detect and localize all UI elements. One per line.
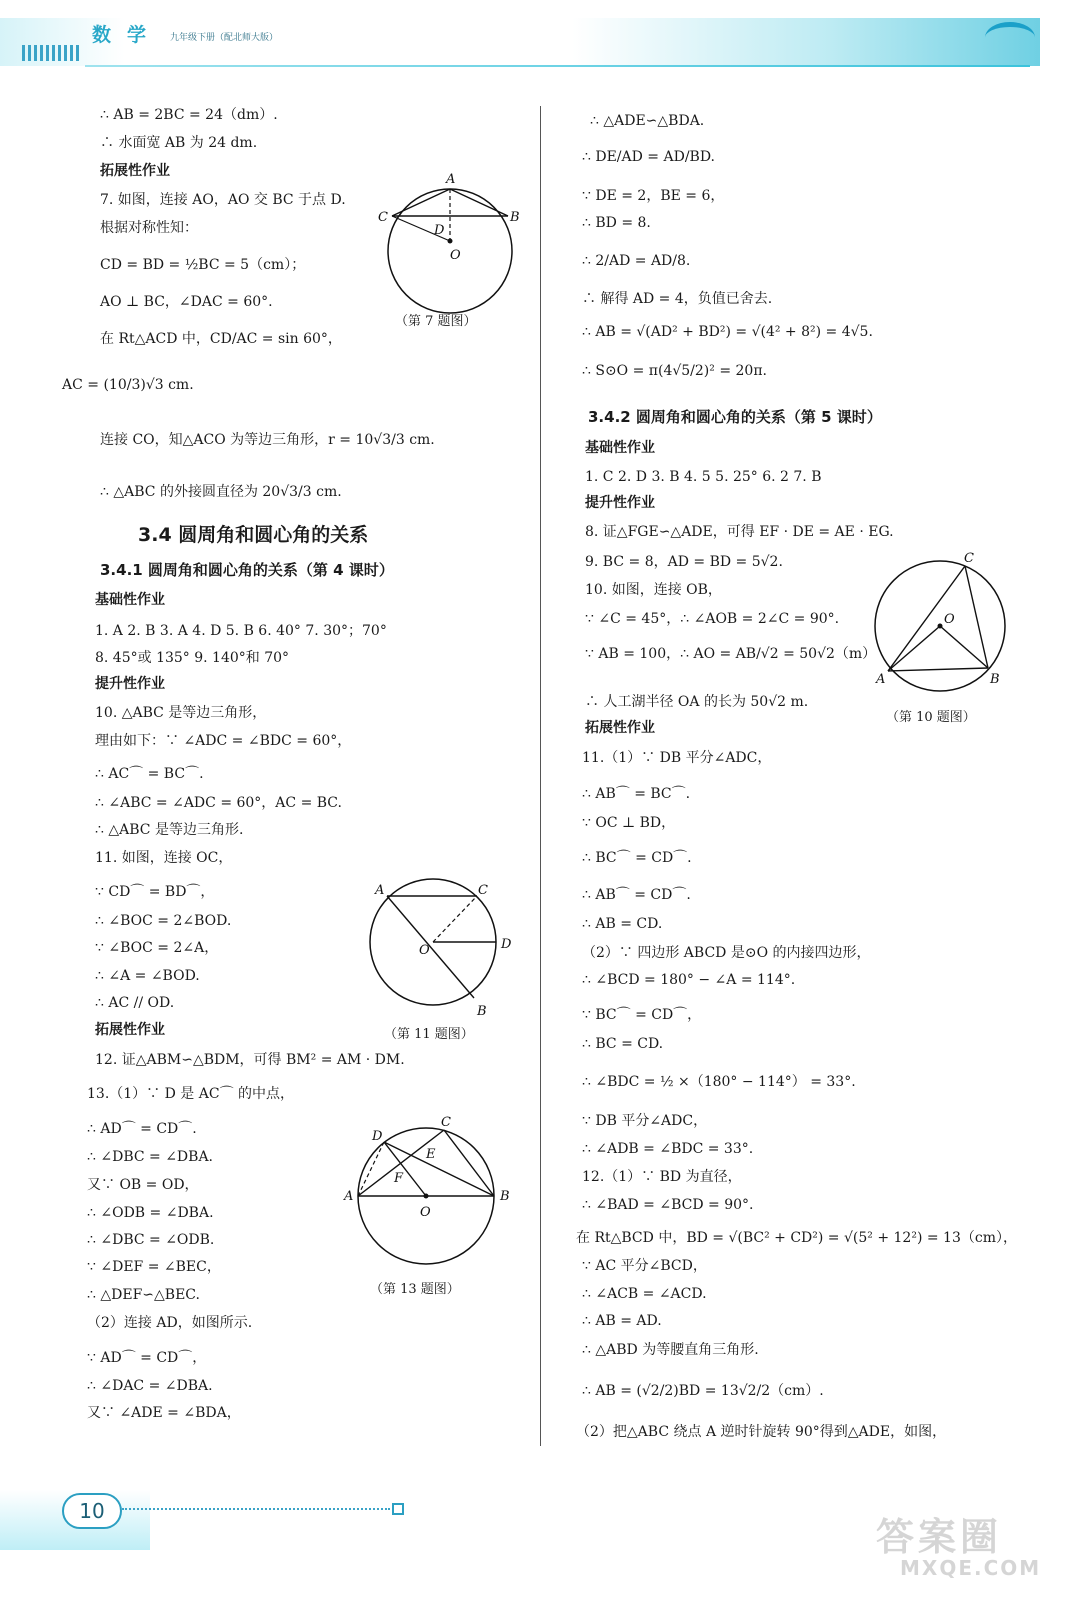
figure-11 bbox=[365, 872, 540, 1022]
fig11-label-c: C bbox=[478, 883, 488, 898]
section-label: 拓展性作业 bbox=[100, 163, 170, 179]
text-line: 连接 CO，知△ACO 为等边三角形，r = 10√3/3 cm. bbox=[100, 432, 435, 448]
text-line: ∵ AB = 100，∴ AO = AB/√2 = 50√2（m） bbox=[585, 646, 877, 662]
text-line: 11.（1）∵ DB 平分∠ADC， bbox=[582, 750, 772, 766]
text-line: ∴ ∠BAD = ∠BCD = 90°. bbox=[582, 1197, 754, 1213]
figure-11-caption: （第 11 题图） bbox=[384, 1027, 474, 1042]
answer-line: 1. A 2. B 3. A 4. D 5. B 6. 40° 7. 30°；70° bbox=[95, 623, 387, 639]
watermark bbox=[870, 1500, 1042, 1590]
text-line: 12.（1）∵ BD 为直径， bbox=[582, 1169, 742, 1185]
text-line: ∴ ∠A = ∠BOD. bbox=[95, 968, 200, 984]
text-line: ∴ AB = √(AD² + BD²) = √(4² + 8²) = 4√5. bbox=[582, 324, 873, 340]
watermark-logo-text: 答案圈 bbox=[876, 1515, 1003, 1559]
text-line: ∵ ∠DEF = ∠BEC， bbox=[87, 1259, 221, 1275]
section-label: 基础性作业 bbox=[585, 440, 655, 456]
text-line: ∴ ∠BDC = ½ ×（180° − 114°） = 33°. bbox=[582, 1074, 856, 1090]
text-line: （2）连接 AD，如图所示. bbox=[87, 1315, 253, 1331]
text-line: ∴ 人工湖半径 OA 的长为 50√2 m. bbox=[585, 694, 809, 710]
column-divider bbox=[540, 106, 541, 1446]
answer-line: 8. 45°或 135° 9. 140°和 70° bbox=[95, 650, 290, 666]
text-line: ∴ ∠ADB = ∠BDC = 33°. bbox=[582, 1141, 754, 1157]
text-line: ∵ DE = 2，BE = 6， bbox=[582, 188, 725, 204]
text-line: AO ⊥ BC，∠DAC = 60°. bbox=[100, 294, 273, 310]
text-line: （2）∵ 四边形 ABCD 是⊙O 的内接四边形， bbox=[582, 945, 871, 961]
section-label: 提升性作业 bbox=[95, 676, 165, 692]
text-line: ∴ AB⌒ = CD⌒. bbox=[582, 887, 691, 903]
fig13-label-c: C bbox=[441, 1115, 451, 1130]
fig13-label-e: E bbox=[426, 1147, 436, 1162]
text-line: ∵ AC 平分∠BCD， bbox=[582, 1258, 707, 1274]
text-line: ∴ AD⌒ = CD⌒. bbox=[87, 1121, 197, 1137]
fig13-label-f: F bbox=[394, 1171, 404, 1186]
header-subtitle: 九年级下册（配北师大版） bbox=[170, 33, 279, 43]
fig11-label-b: B bbox=[477, 1004, 487, 1019]
text-line: ∴ ∠BOC = 2∠BOD. bbox=[95, 913, 232, 929]
figure-13-caption: （第 13 题图） bbox=[370, 1282, 460, 1297]
text-line: ∴ AC⌒ = BC⌒. bbox=[95, 766, 204, 782]
section-label: 拓展性作业 bbox=[95, 1022, 165, 1038]
page-number: 10 bbox=[62, 1493, 122, 1529]
fig13-label-d: D bbox=[372, 1129, 383, 1144]
text-line: ∴ △DEF∽△BEC. bbox=[87, 1287, 200, 1303]
text-line: AC = (10/3)√3 cm. bbox=[62, 377, 194, 393]
fig7-label-a: A bbox=[446, 172, 456, 187]
text-line: CD = BD = ½BC = 5（cm）； bbox=[100, 257, 306, 273]
fig13-label-o: O bbox=[420, 1205, 431, 1220]
text-line: 在 Rt△ACD 中，CD/AC = sin 60°， bbox=[100, 331, 342, 347]
header-line bbox=[85, 65, 1030, 67]
answer-line: 1. C 2. D 3. B 4. 5 5. 25° 6. 2 7. B bbox=[585, 469, 822, 485]
fig13-label-b: B bbox=[500, 1189, 510, 1204]
section-heading: 3.4 圆周角和圆心角的关系 bbox=[138, 524, 369, 546]
fig11-label-d: D bbox=[501, 937, 512, 952]
footer-square-icon bbox=[392, 1503, 404, 1515]
text-line: ∴ ∠ODB = ∠DBA. bbox=[87, 1205, 214, 1221]
text-line: 根据对称性知： bbox=[100, 220, 198, 236]
figure-10 bbox=[870, 548, 1040, 708]
left-column bbox=[0, 100, 540, 1450]
text-line: ∵ ∠BOC = 2∠A， bbox=[95, 940, 219, 956]
fig7-label-o: O bbox=[450, 248, 461, 263]
text-line: ∵ BC⌒ = CD⌒， bbox=[582, 1007, 702, 1023]
text-line: 理由如下：∵ ∠ADC = ∠BDC = 60°， bbox=[95, 733, 352, 749]
fig7-label-b: B bbox=[510, 210, 520, 225]
text-line: ∴ ∠ACB = ∠ACD. bbox=[582, 1286, 707, 1302]
text-line: 10. 如图，连接 OB， bbox=[585, 582, 722, 598]
text-line: 7. 如图，连接 AO，AO 交 BC 于点 D. bbox=[100, 192, 346, 208]
text-line: ∴ AB = CD. bbox=[582, 916, 663, 932]
section-label: 拓展性作业 bbox=[585, 720, 655, 736]
text-line: ∵ ∠C = 45°，∴ ∠AOB = 2∠C = 90°. bbox=[585, 611, 840, 627]
subsection-heading: 3.4.2 圆周角和圆心角的关系（第 5 课时） bbox=[588, 408, 882, 426]
fig13-label-a: A bbox=[344, 1189, 354, 1204]
figure-13 bbox=[340, 1110, 530, 1280]
text-line: 10. △ABC 是等边三角形， bbox=[95, 705, 267, 721]
text-line: 11. 如图，连接 OC， bbox=[95, 850, 233, 866]
fig10-label-a: A bbox=[876, 672, 886, 687]
text-line: ∴ △ADE∽△BDA. bbox=[590, 113, 705, 129]
section-label: 提升性作业 bbox=[585, 495, 655, 511]
text-line: ∴ AB = AD. bbox=[582, 1313, 662, 1329]
text-line: ∴ △ABC 的外接圆直径为 20√3/3 cm. bbox=[100, 484, 342, 500]
text-line: 又∵ ∠ADE = ∠BDA， bbox=[87, 1405, 241, 1421]
section-label: 基础性作业 bbox=[95, 592, 165, 608]
fig11-label-o: O bbox=[419, 943, 430, 958]
text-line: ∴ AB⌒ = BC⌒. bbox=[582, 786, 691, 802]
text-line: ∴ 解得 AD = 4，负值已舍去. bbox=[582, 291, 773, 307]
text-line: ∵ DB 平分∠ADC， bbox=[582, 1113, 708, 1129]
fig10-label-c: C bbox=[964, 551, 974, 566]
text-line: ∴ △ABD 为等腰直角三角形. bbox=[582, 1342, 759, 1358]
text-line: ∴ ∠DAC = ∠DBA. bbox=[87, 1378, 213, 1394]
text-line: ∴ BC⌒ = CD⌒. bbox=[582, 850, 692, 866]
header-subject: 数学 bbox=[92, 24, 163, 46]
text-line: ∴ AB = (√2/2)BD = 13√2/2（cm）. bbox=[582, 1383, 824, 1399]
text-line: ∵ CD⌒ = BD⌒， bbox=[95, 884, 215, 900]
text-line: 9. BC = 8，AD = BD = 5√2. bbox=[585, 554, 783, 570]
fig7-label-d: D bbox=[434, 223, 445, 238]
fig11-label-a: A bbox=[375, 883, 385, 898]
fig10-label-b: B bbox=[990, 672, 1000, 687]
footer-dotted-line bbox=[122, 1508, 390, 1510]
header-stripes bbox=[22, 45, 82, 61]
text-line: ∴ AB = 2BC = 24（dm）. bbox=[100, 107, 278, 123]
text-line: ∴ 2/AD = AD/8. bbox=[582, 253, 691, 269]
text-line: ∴ DE/AD = AD/BD. bbox=[582, 149, 715, 165]
watermark-url: MXQE.COM bbox=[900, 1556, 1042, 1580]
text-line: ∵ AD⌒ = CD⌒， bbox=[87, 1350, 207, 1366]
text-line: ∴ BC = CD. bbox=[582, 1036, 664, 1052]
figure-7-caption: （第 7 题图） bbox=[395, 314, 477, 329]
text-line: ∴ ∠DBC = ∠ODB. bbox=[87, 1232, 215, 1248]
text-line: 又∵ OB = OD， bbox=[87, 1177, 199, 1193]
header-wave-icon bbox=[985, 22, 1035, 53]
text-line: ∴ S⊙O = π(4√5/2)² = 20π. bbox=[582, 363, 767, 379]
right-column bbox=[560, 100, 1040, 1450]
text-line: ∴ ∠BCD = 180° − ∠A = 114°. bbox=[582, 972, 796, 988]
text-line: ∴ ∠ABC = ∠ADC = 60°，AC = BC. bbox=[95, 795, 342, 811]
text-line: （2）把△ABC 绕点 A 逆时针旋转 90°得到△ADE，如图， bbox=[576, 1424, 947, 1440]
figure-7 bbox=[370, 165, 540, 325]
text-line: ∴ △ABC 是等边三角形. bbox=[95, 822, 244, 838]
text-line: 在 Rt△BCD 中，BD = √(BC² + CD²) = √(5² + 12²) = 13（cm）， bbox=[576, 1230, 1017, 1246]
text-line: 12. 证△ABM∽△BDM，可得 BM² = AM · DM. bbox=[95, 1052, 405, 1068]
fig7-label-c: C bbox=[378, 210, 388, 225]
text-line: 8. 证△FGE∽△ADE，可得 EF · DE = AE · EG. bbox=[585, 524, 894, 540]
fig10-label-o: O bbox=[944, 612, 955, 627]
text-line: ∴ AC // OD. bbox=[95, 995, 175, 1011]
text-line: ∴ ∠DBC = ∠DBA. bbox=[87, 1149, 214, 1165]
text-line: ∵ OC ⊥ BD， bbox=[582, 815, 676, 831]
text-line: 13.（1）∵ D 是 AC⌒ 的中点， bbox=[87, 1086, 295, 1102]
text-line: ∴ 水面宽 AB 为 24 dm. bbox=[100, 135, 258, 151]
figure-10-caption: （第 10 题图） bbox=[886, 710, 976, 725]
subsection-heading: 3.4.1 圆周角和圆心角的关系（第 4 课时） bbox=[100, 561, 394, 579]
text-line: ∴ BD = 8. bbox=[582, 215, 651, 231]
